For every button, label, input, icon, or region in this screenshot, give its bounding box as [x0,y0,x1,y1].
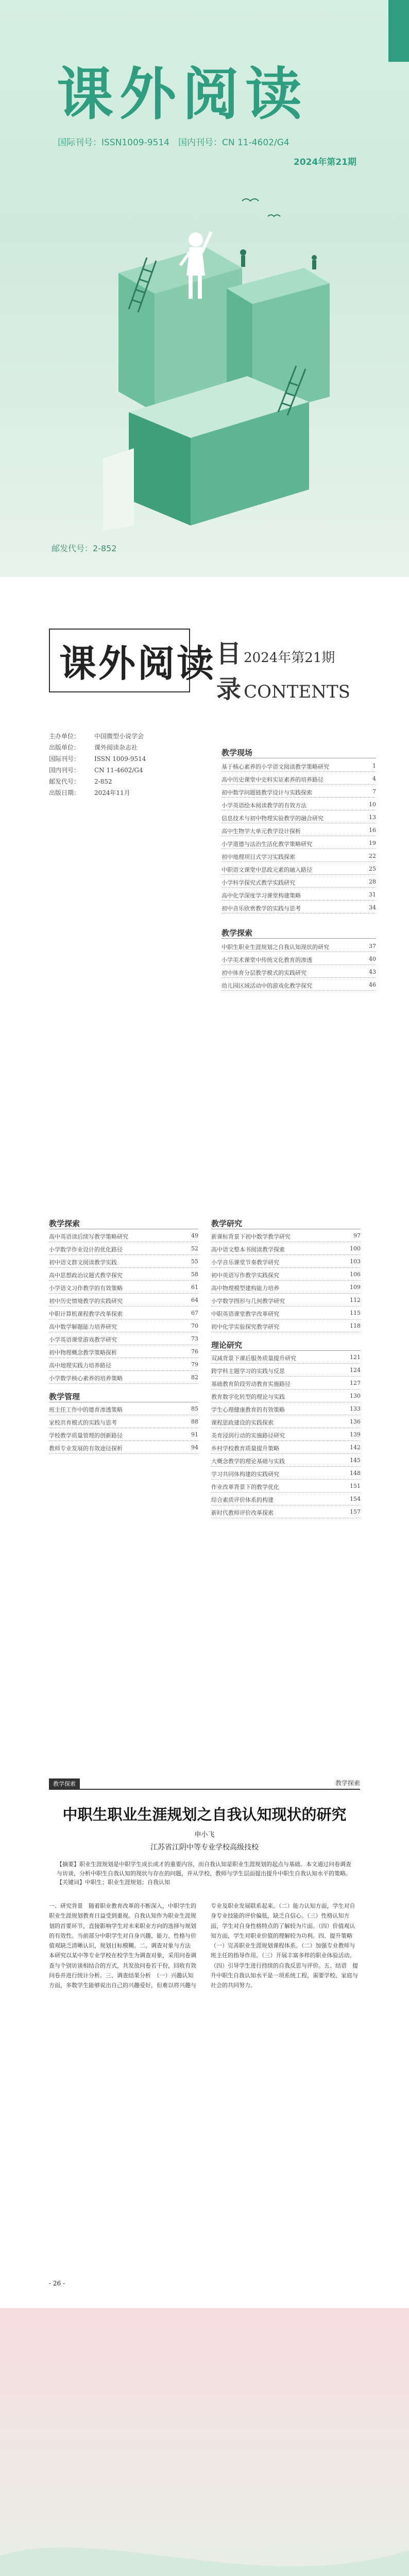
toc-entry-title: 乡村学校教育质量提升策略 [211,1445,279,1452]
toc-page-number: 22 [369,853,376,859]
toc-entry-title: 初中物理概念教学策略探析 [49,1349,117,1356]
toc-entry-title: 初中体育分层教学模式的实践研究 [221,970,306,976]
toc-page-number: 136 [350,1418,361,1425]
toc-section-heading: 理论研究 [211,1340,361,1351]
toc-entry-title: 学生心理健康教育的有效策略 [211,1406,285,1413]
toc-entry-title: 小学英语课堂游戏教学研究 [49,1336,117,1343]
toc-entry-title: 高中生物学大单元教学设计探析 [221,828,301,835]
toc-entry[interactable] [211,1418,361,1428]
article-title: 中职生职业生涯规划之自我认知现状的研究 [62,1806,347,1823]
toc-entry-title: 美育浸润行动的实施路径研究 [211,1432,285,1439]
toc-entry[interactable] [49,1335,198,1345]
toc-page-number: 127 [350,1380,361,1386]
toc-entry-title: 中职语文课堂中思政元素的融入路径 [221,867,312,873]
masthead-value: 2-852 [94,778,112,785]
article-abstract-block [57,1860,353,1887]
toc-entry[interactable] [221,891,376,901]
toc-page-number: 82 [191,1374,198,1381]
toc-entry[interactable] [211,1405,361,1415]
toc-entry-title: 幼儿园区域活动中的游戏化教学探究 [221,982,312,989]
toc-entry[interactable] [211,1354,361,1364]
toc-entry-title: 家校共育模式的实践与思考 [49,1419,117,1426]
toc-entry[interactable] [221,788,376,798]
toc-page-number: 4 [372,775,376,782]
toc-entry[interactable] [49,1418,198,1428]
toc-entry[interactable] [221,801,376,810]
toc-entry[interactable] [49,1361,198,1371]
toc-entry-title: 大概念教学的理论基础与实践 [211,1458,285,1465]
toc-entry[interactable] [49,1374,198,1384]
toc-entry[interactable] [221,956,376,965]
toc-entry[interactable] [211,1245,361,1255]
toc-entry-title: 班主任工作中的德育渗透策略 [49,1406,123,1413]
toc-page-number: 115 [350,1310,361,1316]
toc-section-heading: 教学现场 [221,747,376,758]
cover-illustration [0,170,409,531]
toc-entry-title: 高中地理实践力培养路径 [49,1362,111,1369]
toc-entry-title: 小学科学探究式教学实践研究 [221,879,295,886]
toc-entry[interactable] [211,1232,361,1242]
toc-page-number: 61 [191,1284,198,1291]
toc-entry-title: 综合素质评价体系的构建 [211,1497,274,1503]
toc-page-number: 43 [369,969,376,975]
toc-page-number: 67 [191,1310,198,1316]
toc-entry-title: 小学数学核心素养的培养策略 [49,1375,123,1382]
contents-header [216,634,381,705]
toc-page-number: 124 [350,1367,361,1374]
toc-entry-title: 高中语文整本书阅读教学探索 [211,1246,285,1253]
toc-page-number: 85 [191,1405,198,1412]
toc-entry[interactable] [49,1405,198,1415]
contents-mu: 目 [216,639,242,668]
contents-issue: 2024年第21期 [244,650,335,666]
toc-entry-title: 小学道德与法治生活化教学策略研究 [221,841,312,848]
toc-entry-title: 高中思想政治议题式教学探究 [49,1272,123,1279]
toc-page-number: 157 [350,1509,361,1515]
toc-page-number: 7 [372,788,376,795]
toc-entry[interactable] [221,775,376,785]
toc-entry-title: 课程思政建设的实践探索 [211,1419,274,1426]
contents-word: CONTENTS [244,682,350,702]
section-tag: 教学探索 [335,1780,360,1787]
toc-page-number: 118 [350,1323,361,1329]
toc-page-number: 76 [191,1348,198,1355]
toc-entry-title: 中职生职业生涯规划之自我认知现状的研究 [221,944,329,951]
toc-entry-title: 信息技术与初中物理实验教学的融合研究 [221,815,323,822]
cover-issue: 2024年第21期 [294,157,356,167]
masthead-value: CN 11-4602/G4 [94,767,143,774]
toc-entry-title: 双减背景下课后服务质量提升研究 [211,1355,296,1362]
toc-entry[interactable] [49,1348,198,1358]
toc-page-number: 139 [350,1431,361,1438]
toc-page-number: 148 [350,1470,361,1477]
toc-entry[interactable] [49,1284,198,1294]
masthead-title: 课外阅读 [59,642,216,685]
toc-page-number: 31 [369,891,376,898]
toc-entry-title: 新课标背景下初中数学教学研究 [211,1233,291,1240]
toc-entry-title: 作业改革背景下的教学优化 [211,1484,279,1490]
toc-entry[interactable] [221,827,376,836]
toc-page-number: 151 [350,1483,361,1489]
toc-page-number: 133 [350,1405,361,1412]
cover-issn-line: 国际刊号：ISSN1009-9514 国内刊号：CN 11-4602/G4 [58,138,289,148]
toc-entry[interactable] [211,1509,361,1518]
toc-entry[interactable] [49,1310,198,1319]
toc-section-heading: 教学管理 [49,1391,198,1402]
toc-entry-title: 新时代教师评价改革探索 [211,1510,274,1516]
toc-entry-title: 高中数学解题能力培养研究 [49,1324,117,1330]
toc-entry[interactable] [49,1431,198,1441]
toc-page-number: 58 [191,1271,198,1278]
contents-lu: 录 [216,675,242,704]
masthead-row [49,777,112,786]
toc-entry[interactable] [221,866,376,875]
toc-entry-title: 小学数学作业设计的优化路径 [49,1246,123,1253]
toc-entry[interactable] [221,904,376,913]
toc-entry[interactable] [211,1431,361,1441]
toc-page-number: 46 [369,981,376,988]
toc-page-number: 106 [350,1271,361,1278]
toc-left-column [49,1211,198,1457]
back-cover [0,2308,409,2576]
toc-entry[interactable] [211,1323,361,1332]
toc-page-number: 1 [372,762,376,769]
masthead-key: 国内刊号： [49,767,80,774]
toc-entry[interactable] [49,1245,198,1255]
toc-page-number: 16 [369,827,376,834]
toc-entry[interactable] [211,1483,361,1493]
toc-entry-title: 小学语文习作教学的有效策略 [49,1285,123,1292]
toc-entry[interactable] [211,1393,361,1402]
toc-entry[interactable] [211,1380,361,1389]
toc-entry-title: 高中物理模型建构能力培养 [211,1285,279,1292]
toc-entry-title: 中职英语课堂教学改革研究 [211,1311,279,1317]
toc-entry[interactable] [211,1284,361,1294]
toc-page-number: 28 [369,878,376,885]
article-body: 一、研究背景 随着职业教育改革的不断深入，中职学生的职业生涯规划教育日益受到重视。自我认知作为职业生涯规划的首要环节，直接影响学生对未来职业方向的选择与规划的有效性。当前部分中职学生对自身兴趣、能力、性格与价值观缺乏清晰认识，规划目标模糊。二、调查对象与方法 本研究以某中等专业学校在校学生为调查对象，采用问卷调查与个别访谈相结合的方式，共发放问卷若干份，回收有效问卷并进行统计分析。三、调查结果分析 （一）兴趣认知方面，多数学生能够说出自己的兴趣爱好，但难以将兴趣与专业及职业发展联系起来。（二）能力认知方面，学生对自身专业技能的评价偏低，缺乏自信心。（三）性格认知方面，学生对自身性格特点的了解较为片面。（四）价值观认知方面，学生对职业价值的理解较为功利。四、提升策略 （一）完善职业生涯规划课程体系。（二）加强专业教师与班主任的指导作用。（三）开展丰富多样的职业体验活动。（四）引导学生进行持续的自我反思与评价。五、结语 提升中职生自我认知水平是一项系统工程，需要学校、家庭与社会的共同努力。 [49,1903,358,1989]
toc-entry[interactable] [221,814,376,823]
article-author: 申小飞 [194,1831,215,1839]
toc-entry-title: 初中化学实验探究教学研究 [211,1324,279,1330]
toc-entry[interactable] [211,1310,361,1319]
toc-section-heading: 教学探索 [221,927,376,939]
contents-page [0,577,409,1154]
article-abstract: 【摘要】职业生涯规划是中职学生成长成才的重要内容，而自我认知是职业生涯规划的起点与基础。本文通过问卷调查与访谈，分析中职生自我认知的现状与存在的问题，并从学校、教师与学生层面提出提升中职生自我认知水平的策略。 [57,1861,351,1877]
toc-page-number: 40 [369,956,376,962]
toc-entry-title: 初中英语写作教学实践探究 [211,1272,279,1279]
toc-entry[interactable] [49,1271,198,1281]
toc-page-number: 94 [191,1444,198,1451]
toc-entry-title: 中职计算机课程教学改革探索 [49,1311,123,1317]
toc-page-number: 64 [191,1297,198,1303]
masthead-row [49,788,130,798]
toc-page-number: 145 [350,1457,361,1464]
toc-entry-title: 初中音乐欣赏教学的实践与思考 [221,905,301,912]
toc-entry[interactable] [211,1297,361,1307]
toc-entry[interactable] [211,1496,361,1505]
masthead-value: ISSN 1009-9514 [94,755,146,762]
toc-page-number: 73 [191,1335,198,1342]
toc-page-number: 130 [350,1393,361,1399]
toc-entry-title: 教育数字化转型的理论与实践 [211,1394,285,1400]
toc-entry-title: 初中历史情境教学的实践研究 [49,1298,123,1304]
toc-page-number: 103 [350,1258,361,1265]
masthead-key: 主办单位： [49,733,80,740]
toc-entry[interactable] [211,1367,361,1377]
masthead-key: 邮发代号： [49,778,80,785]
toc-entry-title: 小学音乐课堂节奏教学研究 [211,1259,279,1266]
toc-page-number: 112 [350,1297,361,1303]
toc-section-heading: 教学研究 [211,1218,361,1229]
toc-page-number: 121 [350,1354,361,1361]
toc-entry-title: 小学英语绘本阅读教学的有效方法 [221,802,306,809]
toc-entry-title: 跨学科主题学习的实践与反思 [211,1368,285,1375]
toc-page-number: 25 [369,866,376,872]
toc-entry[interactable] [211,1457,361,1467]
column-tag: 教学探索 [49,1778,80,1789]
toc-page-number: 13 [369,814,376,821]
masthead-row [49,743,138,752]
toc-page-number: 88 [191,1418,198,1425]
toc-entry[interactable] [221,943,376,952]
cover-title: 课外阅读 [57,61,308,127]
article-keywords: 【关键词】中职生；职业生涯规划；自我认知 [57,1879,170,1886]
toc-page-number: 37 [369,943,376,950]
toc-page-number: 79 [191,1361,198,1368]
toc-entry[interactable] [221,969,376,978]
back-decoration [0,2308,409,2576]
corner-ribbon [388,0,409,62]
toc-entry[interactable] [49,1444,198,1454]
toc-entry[interactable] [221,840,376,849]
article-page [0,1731,409,2308]
masthead-row [49,732,144,741]
masthead-row [49,754,146,764]
toc-page-number: 109 [350,1284,361,1291]
toc-entry[interactable] [221,878,376,888]
toc-entry[interactable] [49,1323,198,1332]
toc-page-number: 91 [191,1431,198,1438]
toc-page-number: 55 [191,1258,198,1265]
toc-entry[interactable] [211,1271,361,1281]
toc-entry-title: 小学美术课堂中传统文化教育的渗透 [221,957,312,963]
toc-page-number: 34 [369,904,376,911]
toc-section-heading: 教学探索 [49,1218,198,1229]
masthead-key: 出版单位： [49,744,80,751]
masthead-value: 中国微型小说学会 [94,733,144,740]
toc-entry-title: 学习共同体构建的实践研究 [211,1471,279,1478]
toc-entry-title: 高中历史课堂中史料实证素养的培养路径 [221,776,323,783]
toc-entry[interactable] [49,1258,198,1268]
toc-right-column [211,1211,361,1521]
toc-entry-title: 基础教育阶段劳动教育实施路径 [211,1381,291,1387]
masthead-row [49,766,143,775]
article-institution: 江苏省江阴中等专业学校高级技校 [150,1843,259,1852]
cover-postal-code: 邮发代号：2-852 [52,544,117,553]
toc-entry[interactable] [211,1258,361,1268]
toc-entry[interactable] [221,762,376,772]
masthead-key: 出版日期： [49,789,80,796]
toc-entry-title: 教师专业发展的有效途径探析 [49,1445,123,1452]
toc-page-number: 100 [350,1245,361,1252]
toc-page-number: 154 [350,1496,361,1502]
masthead-value: 课外阅读杂志社 [94,744,138,751]
toc-entry-title: 基于核心素养的小学语文阅读教学策略研究 [221,764,329,770]
toc-entry[interactable] [211,1470,361,1480]
masthead-value: 2024年11月 [94,789,130,796]
front-cover [0,0,409,577]
toc-page-number: 142 [350,1444,361,1451]
toc-page-number: 10 [369,801,376,808]
toc-entry[interactable] [221,853,376,862]
page-number: - 26 - [49,2280,65,2287]
toc-entry[interactable] [49,1232,198,1242]
toc-entry[interactable] [221,981,376,991]
toc-entry[interactable] [49,1297,198,1307]
toc-continued-page [0,1154,409,1731]
toc-entry-title: 初中语文群文阅读教学实践 [49,1259,117,1266]
toc-page-number: 70 [191,1323,198,1329]
masthead-key: 国际刊号： [49,755,80,762]
toc-page-number: 49 [191,1232,198,1239]
header-rule [49,1789,360,1790]
toc-page-number: 97 [353,1232,361,1239]
toc-entry-title: 初中数学问题链教学设计与实践探索 [221,789,312,796]
toc-entry-title: 小学数学图形与几何教学研究 [211,1298,285,1304]
toc-page-number: 52 [191,1245,198,1252]
toc-entry-title: 学校教学质量管理的创新路径 [49,1432,123,1439]
toc-entry-title: 初中地理项目式学习实践探索 [221,854,295,860]
toc-page-number: 19 [369,840,376,846]
toc-entry-title: 高中英语读后续写教学策略研究 [49,1233,128,1240]
toc-entry-title: 高中化学深度学习课堂构建策略 [221,892,301,899]
toc-entry[interactable] [211,1444,361,1454]
